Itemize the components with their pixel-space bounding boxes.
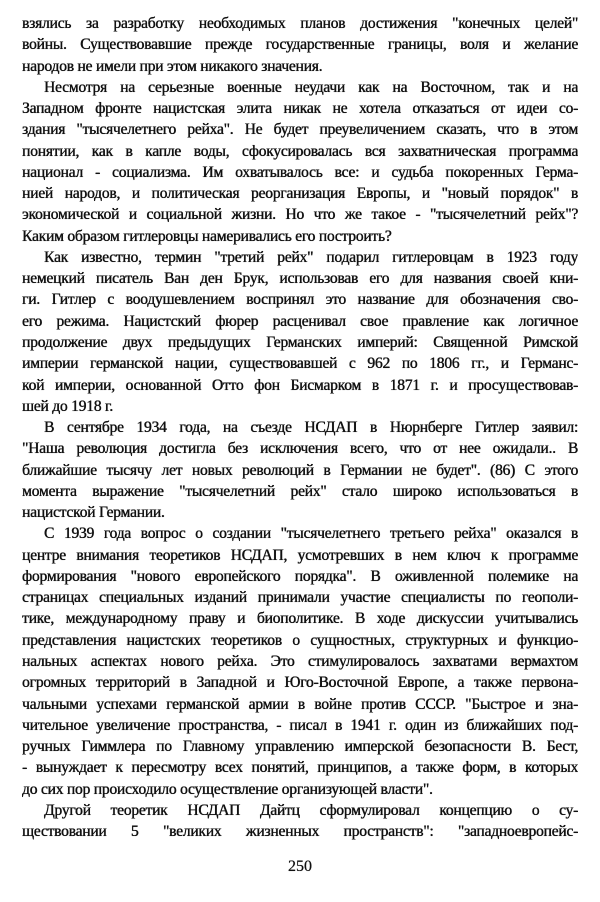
text-line: Другой теоретик НСДАП Дайтц сформулировал концепцию о су- — [44, 801, 578, 819]
text-line: ществовании 5 "великих жизненных пространств": "западноевропейс- — [22, 823, 578, 841]
text-line: ги. Гитлер с воодушевлением воспринял это название для обозначения сво- — [22, 291, 578, 309]
text-line: чительное увеличение пространства, - писал в 1941 г. один из ближайших под- — [22, 716, 578, 734]
text-line: Несмотря на серьезные военные неудачи как на Восточном, так и на — [44, 78, 578, 96]
text-line: огромных территорий в Западной и Юго-Восточной Европе, а также первона- — [22, 674, 578, 692]
text-line: страницах специальных изданий принимали участие специалисты по геополи- — [22, 589, 578, 607]
text-line: шей до 1918 г. — [22, 397, 113, 415]
text-line: тике, международному праву и биополитике. В ходе дискуссии учитывались — [22, 610, 578, 628]
text-line: представления нацистских теоретиков о сущностных, структурных и функцио- — [22, 631, 578, 649]
text-line: В сентябре 1934 года, на съезде НСДАП в Нюрнберге Гитлер заявил: — [44, 419, 578, 437]
text-line: здания "тысячелетнего рейха". Не будет преувеличением сказать, что в этом — [22, 121, 578, 139]
text-line: момента выражение "тысячелетний рейх" стало широко использоваться в — [22, 482, 578, 500]
text-line: формирования "нового европейского порядка". В оживленной полемике на — [22, 567, 578, 585]
text-line: ручных Гиммлера по Главному управлению имперской безопасности В. Бест, — [22, 738, 578, 756]
text-line: "Наша революция достигла без исключения всего, что от нее ожидали.. В — [22, 440, 578, 458]
text-line: нацистской Германии. — [22, 504, 165, 522]
text-line: Западном фронте нацистская элита никак не хотела отказаться от идеи со- — [22, 100, 578, 118]
paragraph — [22, 417, 578, 523]
text-line: до сих пор происходило осуществление организующей власти". — [22, 780, 433, 798]
text-line: народов не имели при этом никакого значения. — [22, 57, 323, 75]
paragraph — [22, 13, 578, 77]
text-line: чальными успехами германской армии в войне против СССР. "Быстрое и зна- — [22, 695, 578, 713]
text-line: взялись за разработку необходимых планов достижения "конечных целей" — [22, 15, 578, 32]
text-line: Каким образом гитлеровцы намеривались его построить? — [22, 227, 392, 245]
text-line: понятии, как в капле воды, сфокусировалась вся захватническая программа — [22, 142, 578, 160]
text-line: ближайшие тысячу лет новых революций в Германии не будет". (86) С этого — [22, 461, 578, 479]
text-line: империи германской нации, существовавшей с 962 по 1806 гг., и Германс- — [22, 355, 578, 373]
text-line: нальных аспектах нового рейха. Это стимулировалось захватами вермахтом — [22, 652, 578, 670]
text-line: экономической и социальной жизни. Но что же такое - "тысячелетний рейх"? — [22, 206, 578, 224]
text-line: - вынуждает к пересмотру всех понятий, принципов, а также форм, в которых — [22, 759, 578, 777]
text-line: Как известно, термин "третий рейх" подарил гитлеровцам в 1923 году — [44, 248, 578, 266]
text-line: его режима. Нацистский фюрер расценивал свое правление как логичное — [22, 312, 578, 330]
text-line: С 1939 года вопрос о создании "тысячелетнего третьего рейха" оказался в — [44, 525, 578, 543]
text-line: кой империи, основанной Отто фон Бисмарком в 1871 г. и просуществовав- — [22, 376, 578, 394]
text-line: войны. Существовавшие прежде государственные границы, воля и желание — [22, 36, 578, 54]
paragraph — [22, 523, 578, 799]
page-number: 250 — [288, 858, 312, 875]
text-line: нией народов, и политическая реорганизация Европы, и "новый порядок" в — [22, 185, 578, 203]
paragraph — [22, 247, 578, 417]
text-line: национал - социализма. Им охватывалось все: и судьба покоренных Герма- — [22, 163, 578, 181]
paragraph — [22, 77, 578, 247]
paragraph — [22, 800, 578, 843]
text-line: продолжение двух предыдущих Германских империй: Священной Римской — [22, 333, 578, 351]
text-line: немецкий писатель Ван ден Брук, использовав его для названия своей кни- — [22, 270, 578, 288]
page-body — [22, 13, 578, 842]
text-line: центре внимания теоретиков НСДАП, усмотревших в нем ключ к программе — [22, 546, 578, 564]
